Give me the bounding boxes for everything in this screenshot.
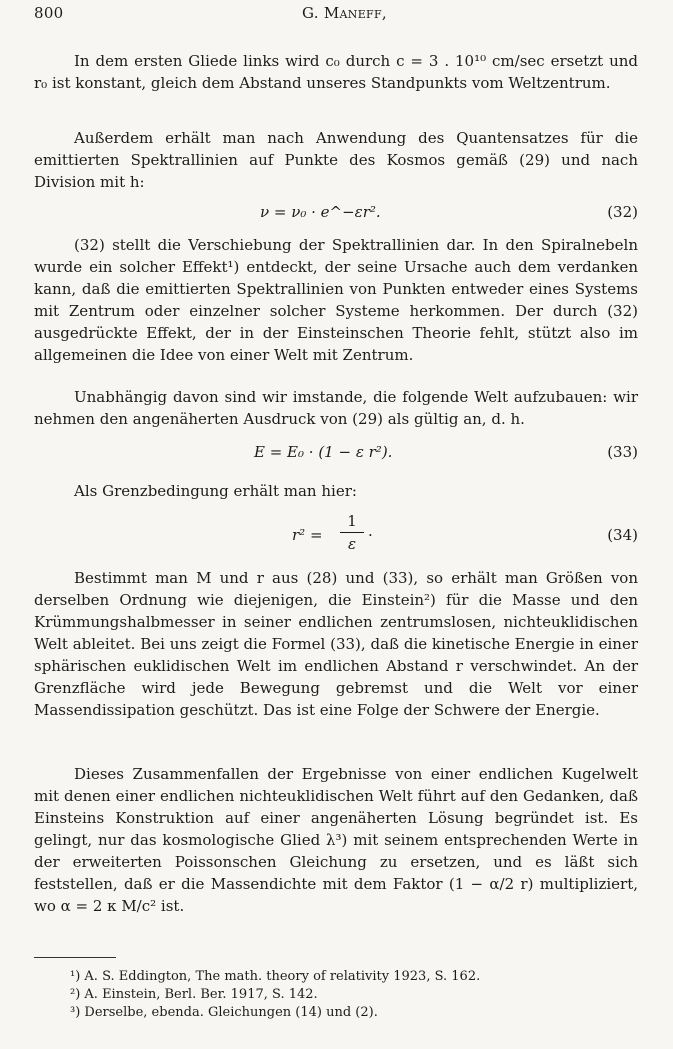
paragraph-1: In dem ersten Gliede links wird c₀ durch c = 3 . 10¹⁰ cm/sec ersetzt und r₀ ist konstant, gleich dem Abstand unseres Standpunkts vom Weltzentrum. bbox=[34, 52, 638, 92]
equation-34-numerator: 1 bbox=[347, 512, 357, 530]
equation-33-number: (33) bbox=[607, 443, 638, 461]
equation-32 bbox=[34, 203, 638, 227]
equation-32-body: ν = ν₀ · e^−εr². bbox=[260, 203, 381, 221]
footnote-1: ¹) A. S. Eddington, The math. theory of relativity 1923, S. 162. bbox=[70, 969, 481, 984]
equation-33-body: E = E₀ · (1 − ε r²). bbox=[254, 443, 393, 461]
paragraph-6: Bestimmt man M und r aus (28) und (33), so erhält man Größen von derselben Ordnung wie diejenigen, die Einstein²) für die Masse und den Krümmungshalbmesser in seiner endlichen zentrumslosen, nichteuklidischen Welt ableitet. Bei uns zeigt die Formel (33), daß die kinetische Energie in einer sphärischen euklidischen Welt im endlichen Abstand r verschwindet. An der Grenzfläche wird jede Bewegung gebremst und die Welt vor einer Massendissipation geschützt. Das ist eine Folge der Schwere der Energie. bbox=[34, 569, 638, 719]
footnote-rule bbox=[34, 957, 116, 958]
page-number: 800 bbox=[34, 4, 64, 22]
equation-34 bbox=[34, 512, 638, 554]
paragraph-2: Außerdem erhält man nach Anwendung des Quantensatzes für die emittierten Spektrallinien auf Punkte des Kosmos gemäß (29) und nach Division mit h: bbox=[34, 129, 638, 191]
equation-34-fraction bbox=[340, 512, 364, 553]
footnote-3: ³) Derselbe, ebenda. Gleichungen (14) und (2). bbox=[70, 1005, 378, 1020]
paragraph-5: Als Grenzbedingung erhält man hier: bbox=[74, 482, 357, 500]
equation-32-number: (32) bbox=[607, 203, 638, 221]
paragraph-3: (32) stellt die Verschiebung der Spektrallinien dar. In den Spiralnebeln wurde ein solcher Effekt¹) entdeckt, der seine Ursache auch dem verdanken kann, daß die emittierten Spektrallinien von Punkten entweder eines Systems mit Zentrum oder einzelner solcher Systeme herkommen. Der durch (32) ausgedrückte Effekt, der in der Einsteinschen Theorie fehlt, stützt also im allgemeinen die Idee von einer Welt mit Zentrum. bbox=[34, 236, 638, 364]
equation-34-number: (34) bbox=[607, 526, 638, 544]
equation-34-lhs: r² = bbox=[292, 526, 323, 544]
fraction-bar bbox=[340, 532, 364, 533]
paragraph-4: Unabhängig davon sind wir imstande, die folgende Welt aufzubauen: wir nehmen den angenäherten Ausdruck von (29) als gültig an, d. h. bbox=[34, 388, 638, 428]
footnote-2: ²) A. Einstein, Berl. Ber. 1917, S. 142. bbox=[70, 987, 318, 1002]
equation-33 bbox=[34, 443, 638, 467]
running-head: G. Maneff, bbox=[302, 4, 387, 22]
equation-34-trail: · bbox=[368, 526, 373, 544]
footnotes bbox=[70, 968, 630, 1022]
paragraph-7: Dieses Zusammenfallen der Ergebnisse von einer endlichen Kugelwelt mit denen einer endlichen nichteuklidischen Welt führt auf den Gedanken, daß Einsteins Konstruktion auf einer angenäherten Lösung begründet ist. Es gelingt, nur das kosmologische Glied λ³) mit seinem entsprechenden Werte in der erweiterten Poissonschen Gleichung zu ersetzen, und es läßt sich feststellen, daß er die Massendichte mit dem Faktor (1 − α/2 r) multipliziert, wo α = 2 κ M/c² ist. bbox=[34, 765, 638, 915]
equation-34-denominator: ε bbox=[347, 535, 357, 553]
